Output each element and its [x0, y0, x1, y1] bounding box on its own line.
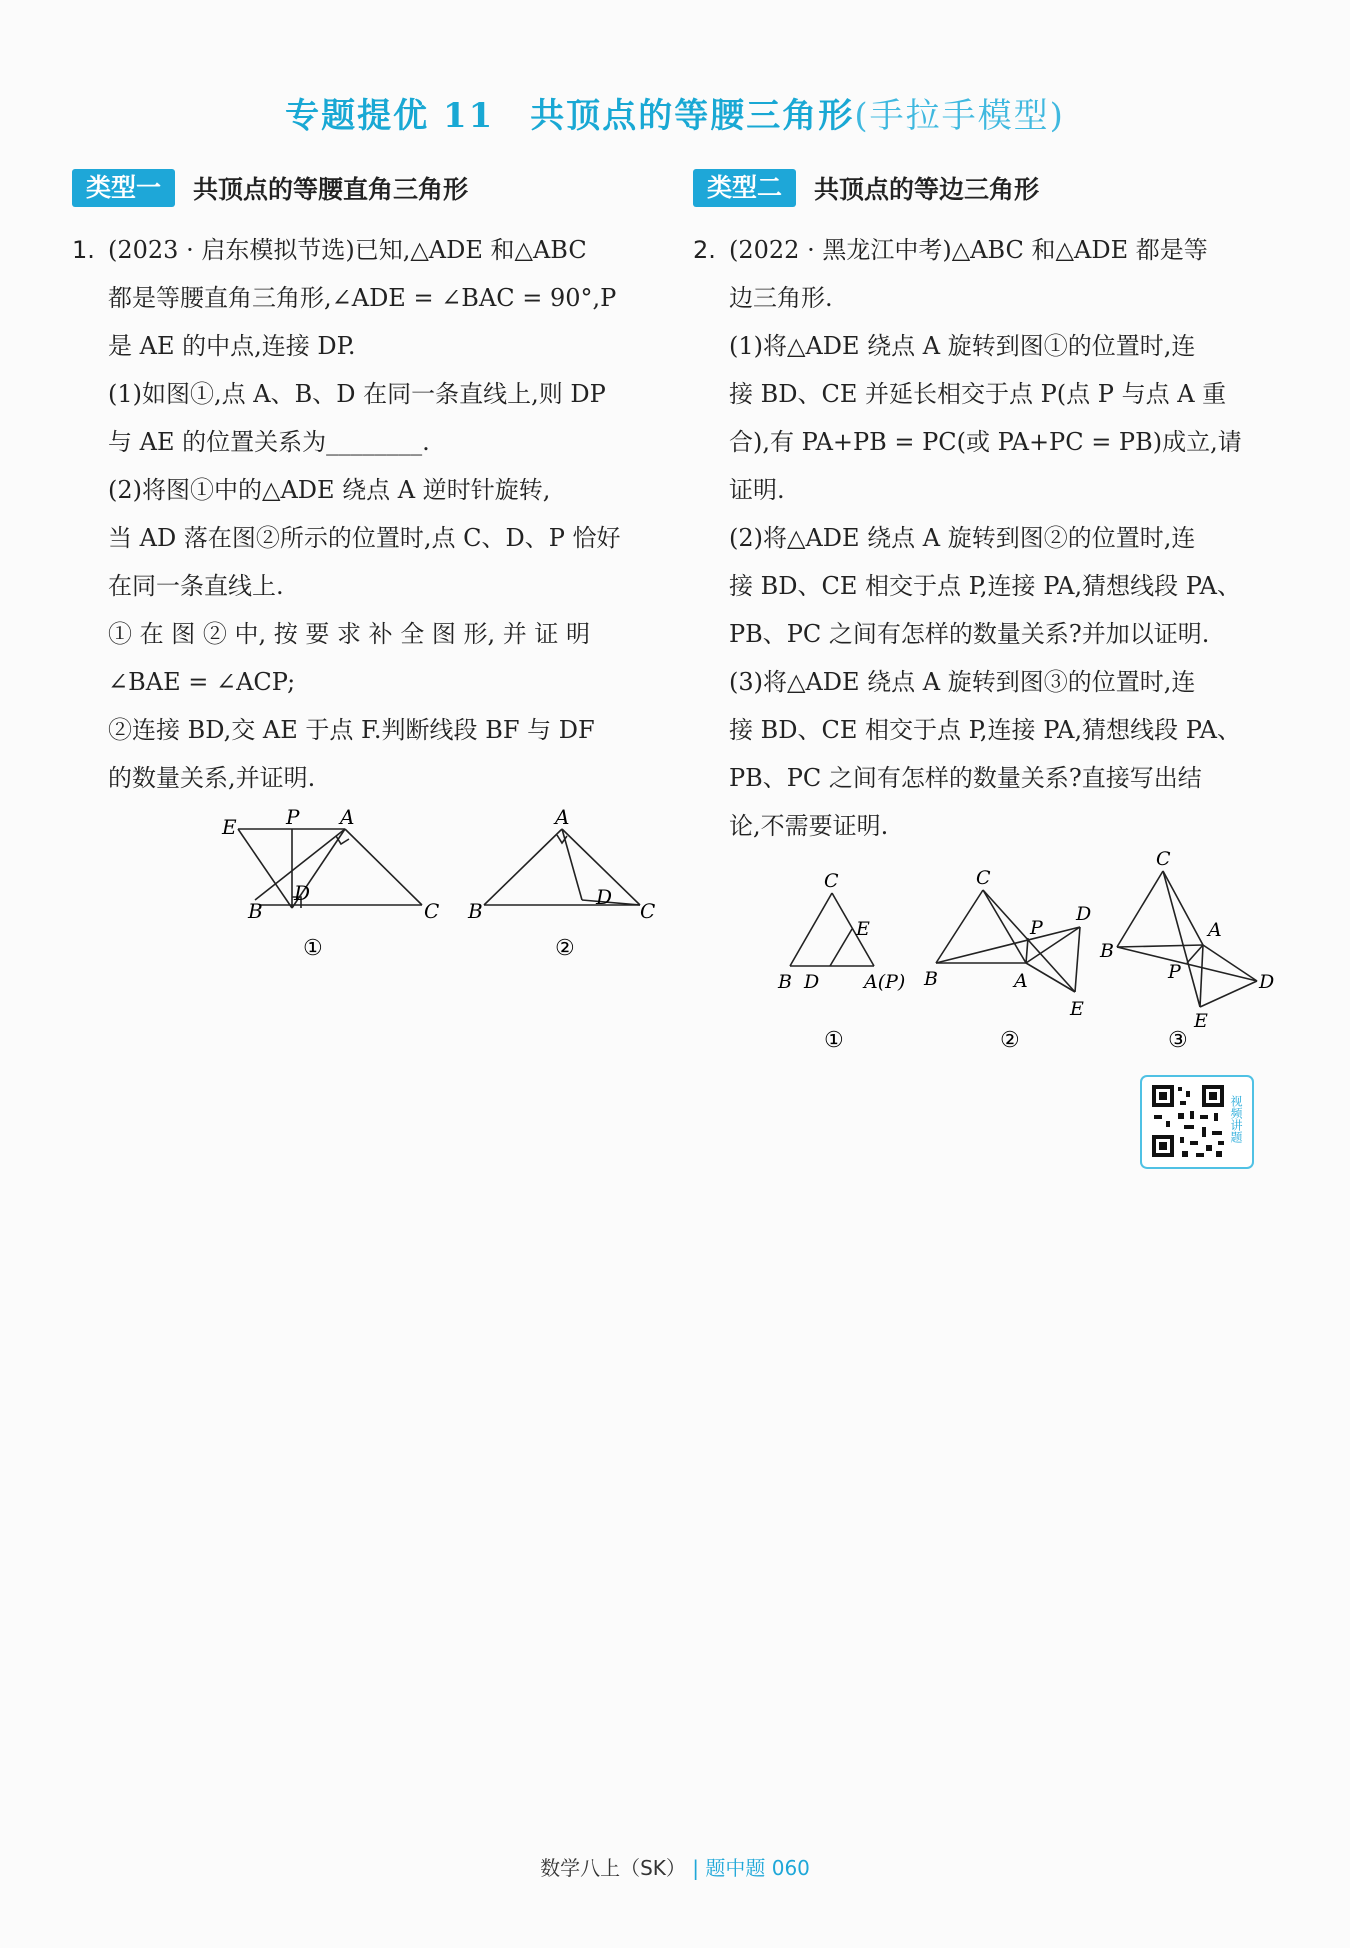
problem-1 [72, 226, 672, 802]
fig-1-2-label-D: D [596, 885, 613, 909]
problem-1-line: 都是等腰直角三角形,∠ADE = ∠BAC = 90°,P [108, 284, 617, 312]
fig-1-1-label-B: B [248, 899, 263, 923]
fig-2-3 [1117, 871, 1257, 1007]
fig-2-2-label-P: P [1030, 917, 1043, 939]
footer-book-title: 数学八上（SK） [540, 1856, 686, 1880]
problem-1-line: (1)如图①,点 A、B、D 在同一条直线上,则 DP [108, 380, 606, 408]
fig-2-1-label-E: E [856, 918, 870, 940]
title-main: 专题提优 11 共顶点的等腰三角形 [285, 96, 855, 136]
type-one-badge: 类型一 [72, 169, 175, 207]
problem-1-line: 当 AD 落在图②所示的位置时,点 C、D、P 恰好 [108, 524, 621, 552]
fig-2-3-label-B: B [1100, 940, 1114, 962]
left-column [72, 168, 672, 802]
fig-1-2-label-B: B [468, 899, 483, 923]
problem-2-line: 证明. [729, 476, 785, 504]
problem-2-figures [770, 835, 1290, 1060]
problem-1-line: (2023 · 启东模拟节选)已知,△ADE 和△ABC [108, 236, 587, 264]
fig-1-1-label-C: C [424, 899, 440, 923]
fig-1-1-caption: ① [303, 936, 323, 961]
problem-1-line: 的数量关系,并证明. [108, 764, 316, 792]
problem-2-line: 接 BD、CE 相交于点 P,连接 PA,猜想线段 PA、 [729, 716, 1242, 744]
fig-2-3-label-C: C [1156, 848, 1171, 870]
problem-2-line: (1)将△ADE 绕点 A 旋转到图①的位置时,连 [729, 332, 1196, 360]
fig-2-2 [936, 890, 1080, 992]
problem-2-line: (2)将△ADE 绕点 A 旋转到图②的位置时,连 [729, 524, 1196, 552]
problem-2-line: 接 BD、CE 相交于点 P,连接 PA,猜想线段 PA、 [729, 572, 1242, 600]
type-two-badge: 类型二 [693, 169, 796, 207]
fig-2-2-label-A: A [1014, 970, 1028, 992]
fig-2-3-label-P: P [1168, 961, 1181, 983]
problem-2-line: 论,不需要证明. [729, 812, 889, 840]
fig-2-3-label-E: E [1194, 1010, 1208, 1032]
fig-1-2-label-A: A [555, 805, 570, 829]
page-title [0, 88, 1350, 137]
fig-1-1-label-D: D [294, 881, 311, 905]
fig-2-3-label-A: A [1208, 919, 1222, 941]
problem-2-number: 2. [693, 236, 716, 264]
fig-1-1-label-A: A [340, 805, 355, 829]
type-one-title: 共顶点的等腰直角三角形 [193, 175, 469, 204]
fig-1-1-label-P: P [286, 805, 300, 829]
page-footer [0, 1852, 1350, 1881]
fig-1-2-caption: ② [555, 936, 575, 961]
fig-2-1-label-D: D [804, 971, 820, 993]
fig-2-2-label-C: C [976, 867, 991, 889]
qr-label: 视频讲题 [1229, 1095, 1243, 1143]
problem-1-line: ∠BAE = ∠ACP; [108, 668, 296, 696]
fig-1-1 [238, 829, 422, 908]
problem-1-line: (2)将图①中的△ADE 绕点 A 逆时针旋转, [108, 476, 551, 504]
problem-2-line: 合),有 PA+PB = PC(或 PA+PC = PB)成立,请 [729, 428, 1242, 456]
qr-code[interactable] [1140, 1075, 1258, 1171]
fig-2-1-caption: ① [824, 1028, 844, 1053]
fig-2-1-label-A: A(P) [864, 971, 906, 993]
problem-1-number: 1. [72, 236, 95, 264]
fig-2-2-label-E: E [1070, 998, 1084, 1020]
problem-2 [693, 226, 1283, 850]
fig-2-2-label-D: D [1076, 903, 1092, 925]
type-one-header [72, 168, 672, 208]
problem-1-line: ① 在 图 ② 中, 按 要 求 补 全 图 形, 并 证 明 [108, 620, 591, 648]
problem-1-line: 是 AE 的中点,连接 DP. [108, 332, 356, 360]
footer-separator: | [692, 1856, 699, 1880]
problem-2-line: (2022 · 黑龙江中考)△ABC 和△ADE 都是等 [729, 236, 1208, 264]
fig-1-2-label-C: C [640, 899, 656, 923]
problem-1-line: ②连接 BD,交 AE 于点 F.判断线段 BF 与 DF [108, 716, 595, 744]
fig-2-2-caption: ② [1000, 1028, 1020, 1053]
title-sub: (手拉手模型) [854, 96, 1065, 136]
fig-1-2 [484, 829, 640, 905]
fig-2-3-label-D: D [1259, 971, 1275, 993]
fig-2-2-label-B: B [924, 968, 938, 990]
type-two-header [693, 168, 1283, 208]
fig-2-1-label-B: B [778, 971, 792, 993]
right-column [693, 168, 1283, 850]
problem-1-figures [210, 800, 670, 970]
fig-2-3-caption: ③ [1168, 1028, 1188, 1053]
problem-1-line: 在同一条直线上. [108, 572, 284, 600]
fig-2-1-label-C: C [824, 870, 839, 892]
problem-2-line: 接 BD、CE 并延长相交于点 P(点 P 与点 A 重 [729, 380, 1227, 408]
fig-1-1-label-E: E [222, 815, 237, 839]
problem-1-line: 与 AE 的位置关系为________. [108, 428, 430, 456]
problem-2-line: 边三角形. [729, 284, 833, 312]
page-number: 060 [771, 1856, 810, 1880]
problem-2-line: PB、PC 之间有怎样的数量关系?并加以证明. [729, 620, 1210, 648]
problem-2-line: (3)将△ADE 绕点 A 旋转到图③的位置时,连 [729, 668, 1196, 696]
footer-brand: 题中题 [705, 1856, 766, 1880]
type-two-title: 共顶点的等边三角形 [814, 175, 1040, 204]
problem-2-line: PB、PC 之间有怎样的数量关系?直接写出结 [729, 764, 1202, 792]
